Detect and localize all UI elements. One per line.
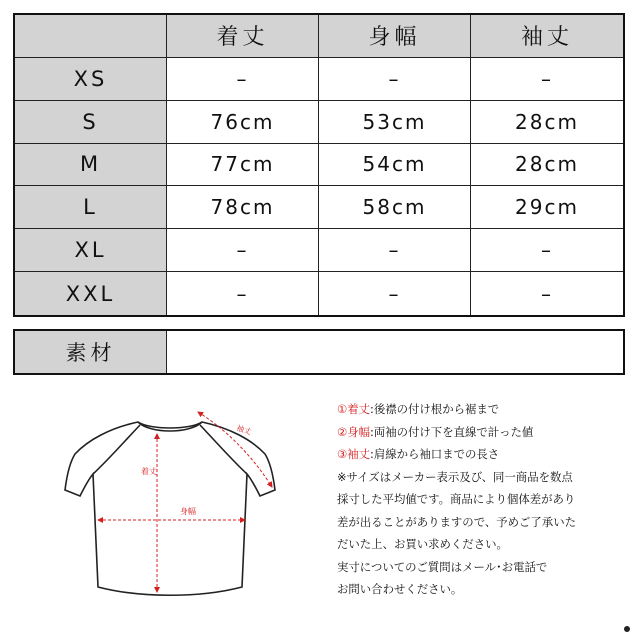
tshirt-measurement-diagram bbox=[40, 392, 320, 607]
table-cell: – bbox=[167, 229, 319, 272]
note-item bbox=[337, 443, 633, 466]
note-item bbox=[337, 421, 633, 444]
table-cell: – bbox=[471, 229, 623, 272]
material-row bbox=[13, 329, 625, 375]
column-header-width: 身幅 bbox=[319, 15, 471, 58]
row-header-size: XXL bbox=[15, 272, 167, 315]
table-cell: 77cm bbox=[167, 144, 319, 187]
row-header-size: XS bbox=[15, 58, 167, 101]
table-cell: 76cm bbox=[167, 101, 319, 144]
table-cell: 28cm bbox=[471, 144, 623, 187]
note-term: 着丈 bbox=[347, 402, 371, 416]
table-cell: 54cm bbox=[319, 144, 471, 187]
table-cell: – bbox=[319, 229, 471, 272]
tshirt-outline bbox=[65, 422, 275, 595]
disclaimer-line: 実寸についてのご質問はメール･お電話で bbox=[337, 559, 548, 574]
table-cell: 78cm bbox=[167, 186, 319, 229]
corner-dot bbox=[624, 626, 630, 632]
note-desc: :両袖の付け下を直線で計った値 bbox=[370, 424, 534, 439]
disclaimer-line: ※サイズはメーカー表示及び、同一商品を数点 bbox=[337, 469, 573, 484]
note-desc: :後襟の付け根から裾まで bbox=[370, 402, 500, 416]
material-label: 素材 bbox=[15, 331, 167, 373]
measurement-notes bbox=[337, 398, 633, 601]
size-table bbox=[13, 13, 625, 317]
disclaimer-line: 差が出ることがありますので、予めご了承いた bbox=[337, 514, 576, 529]
row-header-size: M bbox=[15, 144, 167, 187]
table-cell: – bbox=[319, 58, 471, 101]
table-corner-cell bbox=[15, 15, 167, 58]
disclaimer-line: 採寸した平均値です。商品により個体差があり bbox=[337, 492, 576, 506]
table-cell: – bbox=[541, 281, 553, 306]
column-header-length: 着丈 bbox=[167, 15, 319, 58]
table-cell: – bbox=[167, 58, 319, 101]
column-header-sleeve: 袖丈 bbox=[471, 15, 623, 58]
disclaimer-line: だいた上、お買い求めください。 bbox=[337, 537, 508, 551]
table-cell: 58cm bbox=[319, 186, 471, 229]
note-term: 身幅 bbox=[347, 424, 371, 439]
note-marker: ② bbox=[337, 424, 348, 439]
note-marker: ③ bbox=[337, 447, 348, 461]
disclaimer-line: お問い合わせください。 bbox=[337, 582, 463, 596]
note-item bbox=[337, 398, 633, 421]
row-header-size: S bbox=[15, 101, 167, 144]
table-cell: – bbox=[471, 58, 623, 101]
note-marker: ① bbox=[337, 402, 348, 416]
row-header-size: XL bbox=[15, 229, 167, 272]
material-value bbox=[167, 331, 623, 373]
note-desc: :肩線から袖口までの長さ bbox=[370, 447, 500, 461]
table-cell: 28cm bbox=[471, 101, 623, 144]
width-label: 身幅 bbox=[180, 507, 196, 516]
row-header-size: L bbox=[15, 186, 167, 229]
table-cell: – bbox=[167, 272, 319, 315]
length-label: 着丈 bbox=[141, 467, 157, 476]
table-cell: – bbox=[319, 272, 471, 315]
table-cell: 29cm bbox=[471, 186, 623, 229]
sleeve-label: 袖丈 bbox=[235, 423, 253, 437]
table-cell: 53cm bbox=[319, 101, 471, 144]
note-term: 袖丈 bbox=[347, 447, 371, 461]
